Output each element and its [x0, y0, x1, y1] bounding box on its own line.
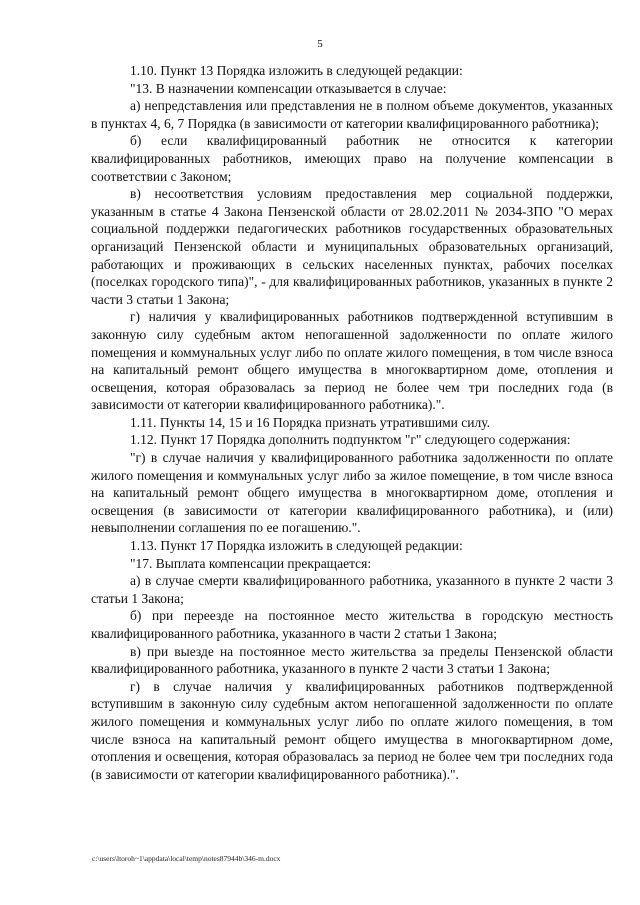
document-body: [91, 62, 613, 783]
paragraph-13-a: а) непредставления или представления не в полном объеме документов, указанных в пунктах 4, 6, 7 Порядка (в зависимости от категории квалифицированного работника);: [91, 98, 613, 131]
paragraph-17-b: б) при переезде на постоянное место жительства в городскую местность квалифицированного работника, указанного в части 2 статьи 1 Закона;: [91, 608, 613, 641]
page-number: 5: [317, 38, 323, 50]
paragraph-1-12: 1.12. Пункт 17 Порядка дополнить подпунктом "г" следующего содержания:: [130, 432, 571, 448]
paragraph-17-a: а) в случае смерти квалифицированного работника, указанного в пункте 2 части 3 статьи 1 Закона;: [91, 573, 613, 606]
paragraph-1-11: 1.11. Пункты 14, 15 и 16 Порядка признать утратившими силу.: [130, 414, 490, 430]
paragraph-17-g: г) в случае наличия у квалифицированных работников подтвержденной вступившим в законную силу судебным актом непогашенной задолженности по оплате жилого помещения и коммунальных услуг либо по оплате жилого помещения, в том числе взноса на капитальный ремонт общего имущества в многоквартирном доме, отопления и освещения, которая образовалась за период не более чем три последних года (в зависимости от категории квалифицированного работника).".: [91, 678, 613, 782]
paragraph-1-13: 1.13. Пункт 17 Порядка изложить в следующей редакции:: [130, 538, 463, 554]
paragraph-1-10: 1.10. Пункт 13 Порядка изложить в следующей редакции:: [130, 63, 463, 78]
paragraph-17-v: в) при выезде на постоянное место жительства за пределы Пензенской области квалифицированного работника, указанного в пункте 2 части 3 статьи 1 Закона;: [91, 643, 613, 677]
paragraph-13-g: г) наличия у квалифицированных работников подтвержденной вступившим в законную силу судебным актом непогашенной задолженности по оплате жилого помещения и коммунальных услуг либо по оплате жилого помещения, в том числе взноса на капитальный ремонт общего имущества в многоквартирном доме, отопления и освещения, которая образовалась за период не более чем три последних года (в зависимости от категории квалифицированного работника).".: [91, 309, 613, 413]
paragraph-13-intro: "13. В назначении компенсации отказывается в случае:: [130, 80, 447, 96]
paragraph-17-intro: "17. Выплата компенсации прекращается:: [130, 555, 372, 571]
paragraph-17-g-new: "г) в случае наличия у квалифицированного работника задолженности по оплате жилого помещения и коммунальных услуг либо за жилое помещение, в том числе взноса на капитальный ремонт общего имущества в многоквартирном доме, отопления и освещения (в зависимости от категории квалифицированного работника), и (или) невыполнении соглашения по ее погашению.".: [91, 450, 613, 536]
paragraph-13-v: в) несоответствия условиям предоставления мер социальной поддержки, указанным в статье 4 Закона Пензенской области от 28.02.2011 № 2034-ЗПО "О мерах социальной поддержки педагогических работников государственных образовательных организаций Пензенской области и муниципальных образовательных организаций, работающих и проживающих в сельских населенных пунктах, рабочих поселках (поселках городского типа)", - для квалифицированных работников, указанных в пункте 2 части 3 статьи 1 Закона;: [91, 186, 613, 307]
footer-file-path: c:\users\ltoroh~1\appdata\local\temp\notes87944b\346-m.docx: [92, 854, 281, 863]
paragraph-13-b: б) если квалифицированный работник не относится к категории квалифицированных работников, имеющих право на получение компенсации в соответствии с Законом;: [91, 133, 613, 184]
